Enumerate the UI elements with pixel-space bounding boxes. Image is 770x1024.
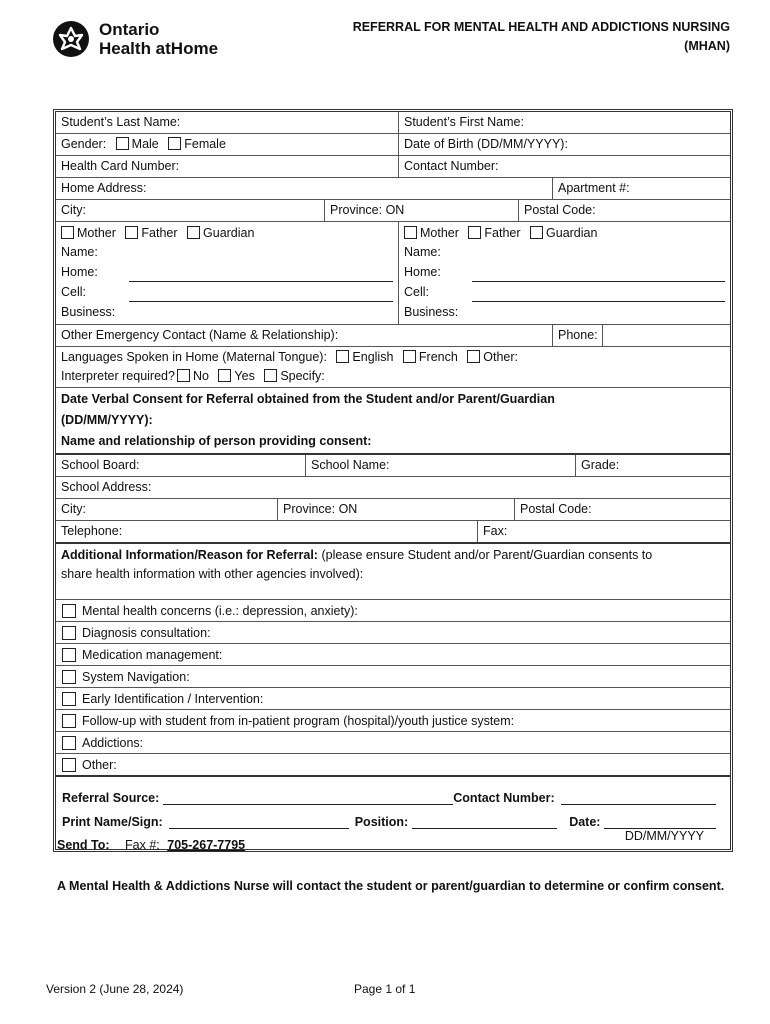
interpreter-label: Interpreter required? [61,369,175,383]
parent-home-label-left: Home: [61,265,98,279]
postal-code-field[interactable]: Postal Code: [524,203,596,217]
print-name-label: Print Name/Sign: [62,815,163,829]
reason-heading: Additional Information/Reason for Referral: [61,548,318,562]
interpreter-yes-label: Yes [234,369,255,383]
female-checkbox[interactable] [168,137,181,150]
date-format-hint: DD/MM/YYYY [624,829,704,843]
parent-left [56,222,399,324]
reason-label: Follow-up with student from in-patient program (hospital)/youth justice system: [82,713,515,728]
row-reason [56,544,730,600]
row-city [56,200,730,222]
reason-label: System Navigation: [82,669,190,684]
reason-item [56,754,730,777]
father-label-left: Father [141,226,178,240]
telephone-field[interactable]: Telephone: [56,521,478,542]
father-label-right: Father [484,226,521,240]
last-name-field[interactable]: Student’s Last Name: [56,112,399,133]
french-label: French [418,350,458,364]
first-name-field[interactable]: Student’s First Name: [404,115,524,129]
father-checkbox-right[interactable] [468,226,481,239]
reason-label: Diagnosis consultation: [82,625,211,640]
referral-source-input[interactable] [163,790,453,805]
school-province-field: Province: ON [278,499,515,520]
reason-checkbox[interactable] [62,670,76,684]
reason-checkbox[interactable] [62,626,76,640]
contact-number-input[interactable] [561,790,716,805]
org-name-line2: Health atHome [99,39,219,58]
reason-label: Other: [82,757,117,772]
reason-label: Addictions: [82,735,144,750]
parent-home-input-left[interactable] [129,267,393,282]
gender-label: Gender: [61,137,107,151]
reason-note: (please ensure Student and/or Parent/Guardian consents to [321,548,653,562]
mother-label-right: Mother [420,226,459,240]
school-board-field[interactable]: School Board: [56,455,306,476]
emergency-contact-field[interactable]: Other Emergency Contact (Name & Relationship): [56,325,553,346]
male-checkbox[interactable] [116,137,129,150]
reason-label: Mental health concerns (i.e.: depression, anxiety): [82,603,358,618]
parent-right [399,222,730,324]
reason-checkbox[interactable] [62,758,76,772]
guardian-label-left: Guardian [203,226,255,240]
reason-item [56,710,730,732]
phone-label: Phone: [553,325,603,346]
row-school-address [56,477,730,499]
page-number: Page 1 of 1 [354,982,416,996]
position-input[interactable] [412,814,557,829]
version-text: Version 2 (June 28, 2024) [46,982,184,996]
specify-checkbox[interactable] [264,369,277,382]
mother-checkbox-right[interactable] [404,226,417,239]
parent-home-input-right[interactable] [472,267,725,282]
grade-field[interactable]: Grade: [581,458,620,472]
school-address-field[interactable]: School Address: [61,480,152,494]
reason-checkbox[interactable] [62,714,76,728]
phone-input[interactable] [603,325,730,346]
row-gender [56,134,730,156]
guardian-checkbox-left[interactable] [187,226,200,239]
mother-checkbox-left[interactable] [61,226,74,239]
interpreter-yes-checkbox[interactable] [218,369,231,382]
position-label: Position: [354,815,409,829]
guardian-label-right: Guardian [546,226,598,240]
parent-home-label-right: Home: [404,265,441,279]
referral-form [53,109,733,852]
consent-date-field[interactable]: (DD/MM/YYYY): [61,413,153,427]
interpreter-no-checkbox[interactable] [177,369,190,382]
health-card-field[interactable]: Health Card Number: [56,156,399,177]
province-field: Province: ON [325,200,519,221]
parent-cell-input-right[interactable] [472,287,725,302]
notice-text: A Mental Health & Addictions Nurse will contact the student or parent/guardian to determine or confirm consent. [57,879,725,893]
female-label: Female [184,137,226,151]
fax-label: Fax #: [125,838,160,852]
apartment-field[interactable]: Apartment #: [558,181,630,195]
reason-list [56,600,730,777]
document-title [353,18,730,56]
referral-source-label: Referral Source: [62,791,160,805]
row-names [56,112,730,134]
school-postal-field[interactable]: Postal Code: [520,502,592,516]
specify-label: Specify: [280,369,325,383]
english-checkbox[interactable] [336,350,349,363]
reason-checkbox[interactable] [62,692,76,706]
mother-label-left: Mother [77,226,116,240]
reason-label: Early Identification / Intervention: [82,691,264,706]
interpreter-no-label: No [192,369,209,383]
reason-item [56,644,730,666]
parent-name-label-left: Name: [61,245,98,259]
languages-label: Languages Spoken in Home (Maternal Tongue): [61,350,327,364]
contact-number-field[interactable]: Contact Number: [404,159,499,173]
dob-field[interactable]: Date of Birth (DD/MM/YYYY): [404,137,568,151]
parent-cell-label-left: Cell: [61,285,87,299]
contact-number-label: Contact Number: [453,791,555,805]
other-language-label: Other: [483,350,519,364]
row-health-card [56,156,730,178]
title-line1: REFERRAL FOR MENTAL HEALTH AND ADDICTIONS NURSING [352,20,730,34]
row-telephone [56,521,730,544]
guardian-checkbox-right[interactable] [530,226,543,239]
reason-item [56,600,730,622]
city-field[interactable]: City: [56,200,325,221]
fax-number: 705-267-7795 [167,838,246,852]
english-label: English [352,350,394,364]
other-language-checkbox[interactable] [467,350,480,363]
male-label: Male [131,137,159,151]
reason-item [56,666,730,688]
reason-checkbox[interactable] [62,736,76,750]
father-checkbox-left[interactable] [125,226,138,239]
org-name-line1: Ontario [99,20,160,39]
reason-item [56,622,730,644]
row-emergency [56,325,730,347]
parent-business-label-right: Business: [404,305,459,319]
reason-item [56,688,730,710]
row-parents [56,222,730,325]
send-to-label: Send To: [57,838,110,852]
school-city-field[interactable]: City: [56,499,278,520]
parent-cell-label-right: Cell: [404,285,430,299]
print-name-input[interactable] [169,814,349,829]
row-languages [56,347,730,388]
school-name-field[interactable]: School Name: [306,455,576,476]
ontario-trillium-icon [53,21,89,57]
row-school [56,455,730,477]
date-label: Date: [569,815,601,829]
parent-cell-input-left[interactable] [129,287,393,302]
consent-line1: Date Verbal Consent for Referral obtained from the Student and/or Parent/Guardian [61,392,555,406]
ontario-health-logo [53,20,218,58]
french-checkbox[interactable] [403,350,416,363]
consent-person-field[interactable]: Name and relationship of person providing consent: [61,434,372,448]
parent-name-label-right: Name: [404,245,441,259]
gender-field [56,134,399,155]
title-line2: (MHAN) [684,39,730,53]
date-input[interactable] [604,814,716,829]
send-to [57,838,245,852]
home-address-field[interactable]: Home Address: [56,178,553,199]
reason-note2: share health information with other agencies involved): [61,567,364,581]
row-school-city [56,499,730,521]
parent-business-label-left: Business: [61,305,116,319]
reason-checkbox[interactable] [62,648,76,662]
reason-checkbox[interactable] [62,604,76,618]
row-address [56,178,730,200]
reason-item [56,732,730,754]
fax-field[interactable]: Fax: [483,524,508,538]
row-consent [56,388,730,455]
reason-label: Medication management: [82,647,223,662]
